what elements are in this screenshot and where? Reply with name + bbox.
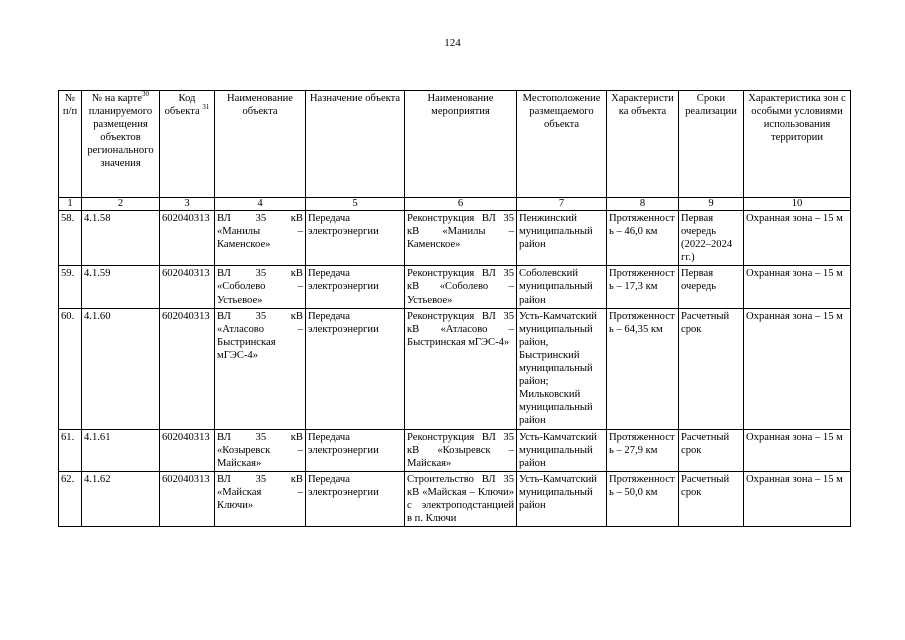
row-number: 61. [59, 429, 82, 471]
implementation-term: Расчетный срок [679, 471, 744, 526]
table-row [59, 429, 851, 471]
object-purpose: Передача электроэнергии [306, 471, 405, 526]
map-number: 4.1.61 [82, 429, 160, 471]
measure-name: Реконструкция ВЛ 35 кВ «Манилы – Каменское» [405, 211, 517, 266]
measure-name: Реконструкция ВЛ 35 кВ «Соболево – Устьевое» [405, 266, 517, 308]
header-measure-name: Наименование мероприятия [405, 91, 517, 198]
object-characteristic: Протяженность – 50,0 км [607, 471, 679, 526]
object-purpose: Передача электроэнергии [306, 429, 405, 471]
object-code: 602040313 [160, 211, 215, 266]
object-characteristic: Протяженность – 46,0 км [607, 211, 679, 266]
regional-objects-table [58, 90, 851, 527]
map-number: 4.1.59 [82, 266, 160, 308]
object-characteristic: Протяженность – 64,35 км [607, 308, 679, 429]
object-code: 602040313 [160, 471, 215, 526]
column-number: 6 [405, 198, 517, 211]
header-row [59, 91, 851, 198]
row-number: 60. [59, 308, 82, 429]
object-purpose: Передача электроэнергии [306, 266, 405, 308]
column-number: 5 [306, 198, 405, 211]
object-name: ВЛ 35 кВ «Соболево – Устьевое» [215, 266, 306, 308]
header-object-code: Код объекта $^{31}$ [160, 91, 215, 198]
object-location: Усть-Камчатский муниципальный район, Быстринский муниципальный район; Мильковский муниципальный район [517, 308, 607, 429]
column-number: 3 [160, 198, 215, 211]
page-number: 124 [444, 37, 461, 49]
object-name: ВЛ 35 кВ «Атласово – Быстринская мГЭС-4» [215, 308, 306, 429]
footnote-ref-31: 31 [202, 103, 210, 112]
protection-zone: Охранная зона – 15 м [744, 308, 851, 429]
object-location: Усть-Камчатский муниципальный район [517, 429, 607, 471]
object-purpose: Передача электроэнергии [306, 211, 405, 266]
protection-zone: Охранная зона – 15 м [744, 266, 851, 308]
protection-zone: Охранная зона – 15 м [744, 211, 851, 266]
row-number: 59. [59, 266, 82, 308]
object-name: ВЛ 35 кВ «Манилы – Каменское» [215, 211, 306, 266]
column-number: 8 [607, 198, 679, 211]
measure-name: Реконструкция ВЛ 35 кВ «Козыревск – Майская» [405, 429, 517, 471]
object-name: ВЛ 35 кВ «Козыревск – Майская» [215, 429, 306, 471]
measure-name: Строительство ВЛ 35 кВ «Майская – Ключи» с электроподстанцией в п. Ключи [405, 471, 517, 526]
map-number: 4.1.62 [82, 471, 160, 526]
object-code: 602040313 [160, 429, 215, 471]
column-numbers-row [59, 198, 851, 211]
map-number: 4.1.60 [82, 308, 160, 429]
measure-name: Реконструкция ВЛ 35 кВ «Атласово – Быстринская мГЭС-4» [405, 308, 517, 429]
protection-zone: Охранная зона – 15 м [744, 471, 851, 526]
header-location: Местоположение размещаемого объекта [517, 91, 607, 198]
column-number: 2 [82, 198, 160, 211]
column-number: 7 [517, 198, 607, 211]
row-number: 62. [59, 471, 82, 526]
object-characteristic: Протяженность – 17,3 км [607, 266, 679, 308]
column-number: 10 [744, 198, 851, 211]
object-location: Пенжинский муниципальный район [517, 211, 607, 266]
implementation-term: Первая очередь [679, 266, 744, 308]
header-map-number: № на карте$^{30}$ планируемого размещения объектов регионального значения [82, 91, 160, 198]
object-location: Соболевский муниципальный район [517, 266, 607, 308]
implementation-term: Расчетный срок [679, 308, 744, 429]
object-location: Усть-Камчатский муниципальный район [517, 471, 607, 526]
column-number: 9 [679, 198, 744, 211]
header-object-name: Наименование объекта [215, 91, 306, 198]
header-number: № п/п [59, 91, 82, 198]
table-row [59, 471, 851, 526]
object-code: 602040313 [160, 266, 215, 308]
header-characteristic: Характеристика объекта [607, 91, 679, 198]
row-number: 58. [59, 211, 82, 266]
column-number: 1 [59, 198, 82, 211]
table-row [59, 211, 851, 266]
footnote-ref-30: 30 [141, 90, 149, 98]
object-characteristic: Протяженность – 27,9 км [607, 429, 679, 471]
protection-zone: Охранная зона – 15 м [744, 429, 851, 471]
table-row [59, 308, 851, 429]
header-object-purpose: Назначение объекта [306, 91, 405, 198]
table-row [59, 266, 851, 308]
header-term: Сроки реализации [679, 91, 744, 198]
map-number: 4.1.58 [82, 211, 160, 266]
implementation-term: Первая очередь (2022–2024 гг.) [679, 211, 744, 266]
object-code: 602040313 [160, 308, 215, 429]
object-purpose: Передача электроэнергии [306, 308, 405, 429]
object-name: ВЛ 35 кВ «Майская – Ключи» [215, 471, 306, 526]
implementation-term: Расчетный срок [679, 429, 744, 471]
header-zone: Характеристика зон с особыми условиями использования территории [744, 91, 851, 198]
column-number: 4 [215, 198, 306, 211]
